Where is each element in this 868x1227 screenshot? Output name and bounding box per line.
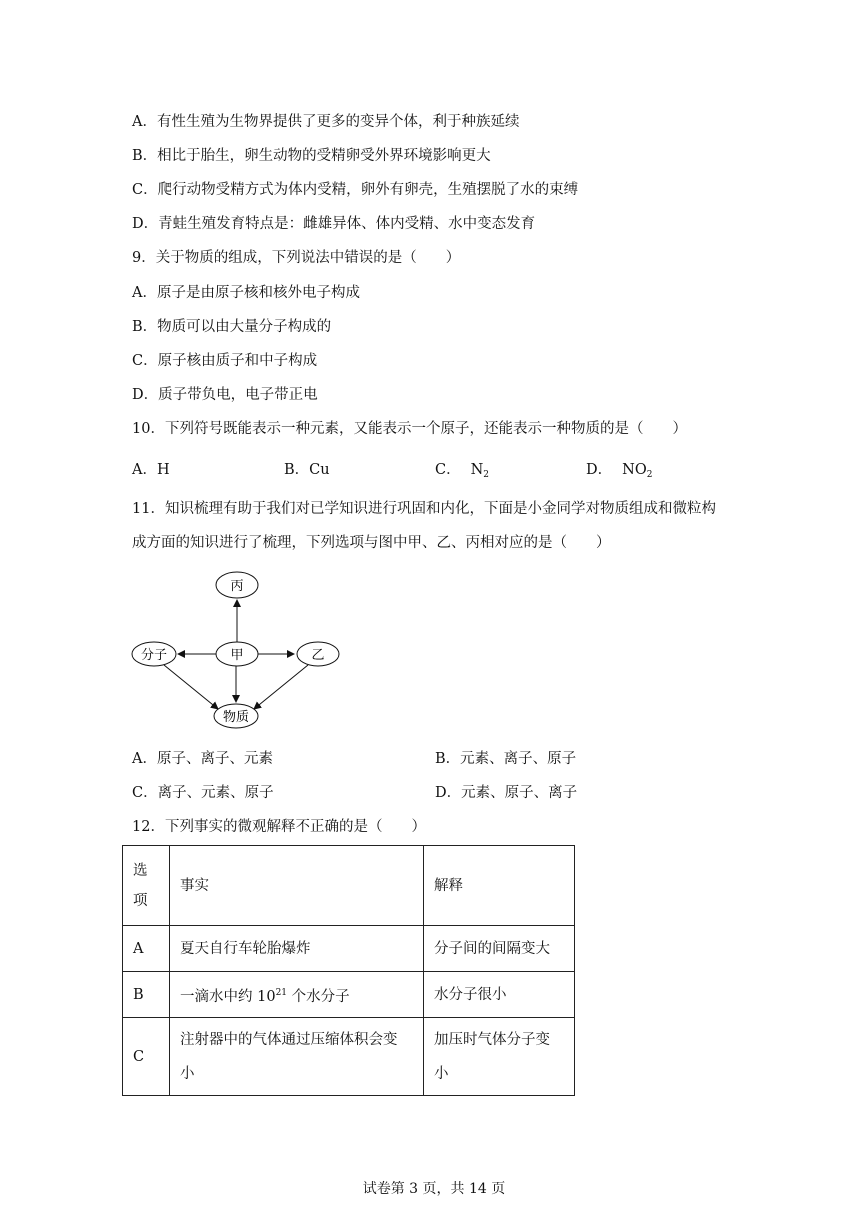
table-row (123, 1018, 575, 1096)
q10-option-c-prefix: C． (435, 462, 461, 478)
q11-stem-line2: 成方面的知识进行了梳理，下列选项与图中甲、乙、丙相对应的是（ ） (132, 535, 611, 551)
q8-option-b: B．相比于胎生，卵生动物的受精卵受外界环境影响更大 (132, 148, 491, 164)
q11-option-a: A．原子、离子、元素 (132, 751, 273, 767)
q12-stem: 12．下列事实的微观解释不正确的是（ ） (132, 819, 426, 835)
q11-stem-line1: 11．知识梳理有助于我们对已学知识进行巩固和内化，下面是小金同学对物质组成和微粒构 (132, 501, 716, 517)
q10-option-c-subscript: 2 (483, 470, 490, 480)
arrow-yi-to-wuzhi (254, 665, 308, 709)
q10-option-d (586, 460, 652, 485)
q11-option-d: D．元素、原子、离子 (435, 785, 578, 801)
q8-option-d: D．青蛙生殖发育特点是：雌雄异体、体内受精、水中变态发育 (132, 216, 536, 232)
q10-option-d-formula: NO (622, 462, 647, 478)
row-c-fact-line2: 小 (180, 1065, 195, 1082)
q11-concept-diagram (128, 565, 368, 735)
header-option-line2: 项 (133, 892, 148, 909)
q10-option-b: B．Cu (284, 462, 330, 478)
row-a-option: A (123, 926, 170, 972)
arrow-fenzi-to-wuzhi (164, 665, 218, 709)
row-b-fact-exponent: 21 (275, 987, 288, 998)
row-c-explain-line2: 小 (434, 1065, 449, 1082)
node-fenzi-label: 分子 (140, 648, 168, 663)
row-c-option: C (123, 1018, 170, 1096)
node-wuzhi-label: 物质 (222, 710, 250, 725)
header-explain: 解释 (424, 846, 575, 926)
q10-option-a: A．H (132, 462, 170, 478)
header-option (123, 846, 170, 926)
q9-option-b: B．物质可以由大量分子构成的 (132, 319, 332, 335)
row-b-fact-pre: 一滴水中约 10 (180, 988, 276, 1005)
q12-table (122, 845, 575, 1096)
row-c-explain-line1: 加压时气体分子变 (434, 1031, 550, 1048)
row-a-explain: 分子间的间隔变大 (424, 926, 575, 972)
row-b-option: B (123, 972, 170, 1018)
table-row (123, 972, 575, 1018)
row-a-fact: 夏天自行车轮胎爆炸 (170, 926, 424, 972)
row-c-fact (170, 1018, 424, 1096)
table-row (123, 926, 575, 972)
table-header-row (123, 846, 575, 926)
q11-option-c: C．离子、元素、原子 (132, 785, 274, 801)
q10-stem: 10．下列符号既能表示一种元素，又能表示一个原子，还能表示一种物质的是（ ） (132, 421, 687, 437)
q10-option-c (435, 460, 489, 485)
header-option-line1: 选 (133, 862, 148, 879)
q11-option-b: B．元素、离子、原子 (435, 751, 577, 767)
node-yi-label: 乙 (311, 648, 325, 663)
node-bing-label: 丙 (230, 579, 244, 594)
node-jia-label: 甲 (230, 648, 244, 663)
q9-option-d: D．质子带负电，电子带正电 (132, 387, 318, 403)
q8-option-c: C．爬行动物受精方式为体内受精，卵外有卵壳，生殖摆脱了水的束缚 (132, 182, 579, 198)
q10-option-d-subscript: 2 (646, 470, 653, 480)
q9-option-c: C．原子核由质子和中子构成 (132, 353, 318, 369)
q10-option-d-prefix: D． (586, 462, 613, 478)
q9-option-a: A．原子是由原子核和核外电子构成 (132, 285, 360, 301)
row-b-explain: 水分子很小 (424, 972, 575, 1018)
q10-option-c-formula: N (470, 462, 484, 478)
row-c-fact-line1: 注射器中的气体通过压缩体积会变 (180, 1031, 398, 1048)
page-footer: 试卷第 3 页，共 14 页 (362, 1181, 506, 1197)
q8-option-a: A．有性生殖为生物界提供了更多的变异个体，利于种族延续 (132, 114, 520, 130)
row-b-fact-post: 个水分子 (287, 988, 350, 1005)
row-c-explain (424, 1018, 575, 1096)
row-b-fact (170, 972, 424, 1018)
header-fact: 事实 (170, 846, 424, 926)
q9-stem: 9．关于物质的组成，下列说法中错误的是（ ） (132, 250, 461, 266)
